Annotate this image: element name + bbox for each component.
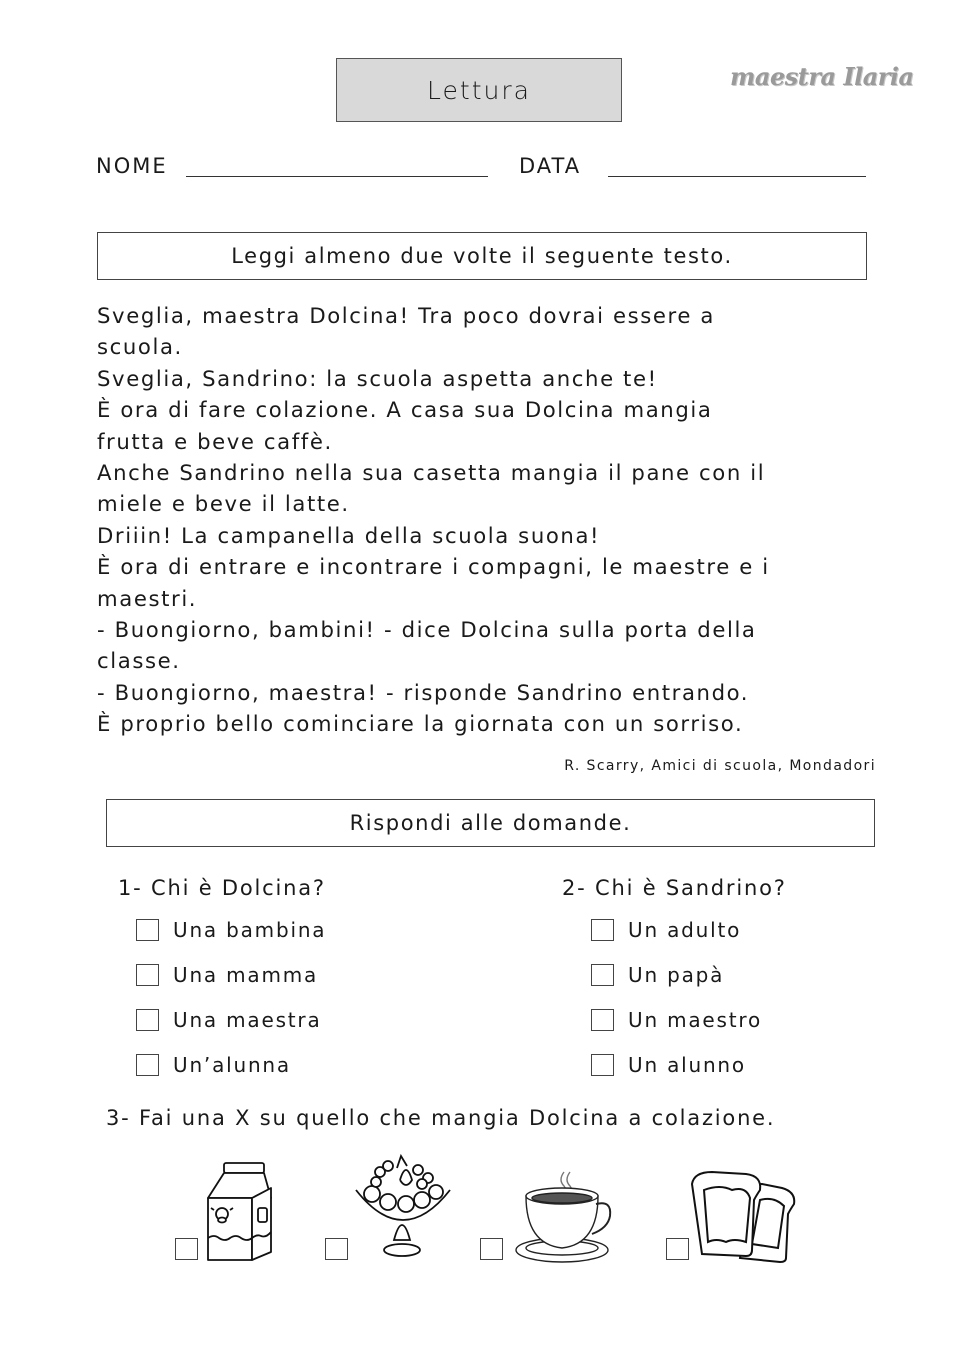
option-1c[interactable] <box>136 1007 326 1033</box>
fruit-bowl-icon <box>352 1150 454 1260</box>
option-label: Un maestro <box>628 1008 762 1032</box>
option-2d[interactable] <box>591 1052 762 1078</box>
option-1d[interactable] <box>136 1052 326 1078</box>
option-2a[interactable] <box>591 917 762 943</box>
brand-logo: maestra Ilaria <box>730 62 914 91</box>
question-2-options <box>591 917 762 1078</box>
question-3-title: 3- Fai una X su quello che mangia Dolcina a colazione. <box>106 1106 776 1130</box>
checkbox[interactable] <box>591 964 614 986</box>
option-label: Una mamma <box>173 963 319 987</box>
coffee-checkbox[interactable] <box>480 1238 503 1260</box>
checkbox[interactable] <box>136 964 159 986</box>
checkbox[interactable] <box>591 919 614 941</box>
checkbox[interactable] <box>591 1054 614 1076</box>
name-field[interactable] <box>186 176 488 177</box>
story-line: frutta e beve caffè. <box>97 428 333 454</box>
option-label: Una maestra <box>173 1008 322 1032</box>
story-line: Anche Sandrino nella sua casetta mangia il pane con il <box>97 460 766 486</box>
option-label: Un alunno <box>628 1053 746 1077</box>
reading-instruction-box <box>97 232 867 280</box>
story-line: classe. <box>97 648 181 674</box>
option-1b[interactable] <box>136 962 326 988</box>
milk-checkbox[interactable] <box>175 1238 198 1260</box>
question-1-title: 1- Chi è Dolcina? <box>118 876 326 900</box>
story-line: È ora di fare colazione. A casa sua Dolcina mangia <box>97 397 713 423</box>
story-line: È proprio bello cominciare la giornata con un sorriso. <box>97 711 744 737</box>
option-1a[interactable] <box>136 917 326 943</box>
coffee-cup-icon <box>512 1170 612 1265</box>
date-label: DATA <box>519 154 582 178</box>
toast-jam-icon <box>688 1170 798 1262</box>
checkbox[interactable] <box>136 1054 159 1076</box>
story-line: maestri. <box>97 585 198 611</box>
checkbox[interactable] <box>136 919 159 941</box>
option-label: Una bambina <box>173 918 327 942</box>
fruit-checkbox[interactable] <box>325 1238 348 1260</box>
toast-checkbox[interactable] <box>666 1238 689 1260</box>
option-label: Un papà <box>628 963 725 987</box>
story-line: Sveglia, Sandrino: la scuola aspetta anche te! <box>97 365 658 391</box>
question-2-title: 2- Chi è Sandrino? <box>562 876 787 900</box>
option-label: Un’alunna <box>173 1053 291 1077</box>
reading-instruction: Leggi almeno due volte il seguente testo. <box>231 244 733 268</box>
story-line: - Buongiorno, bambini! - dice Dolcina sulla porta della <box>97 617 757 643</box>
story-line: - Buongiorno, maestra! - risponde Sandrino entrando. <box>97 679 750 705</box>
worksheet-title <box>336 58 622 122</box>
option-label: Un adulto <box>628 918 742 942</box>
questions-instruction: Rispondi alle domande. <box>349 811 632 835</box>
worksheet-title-text: Lettura <box>427 75 531 105</box>
option-2c[interactable] <box>591 1007 762 1033</box>
story-line: scuola. <box>97 334 183 360</box>
story-line: È ora di entrare e incontrare i compagni, le maestre e i <box>97 554 770 580</box>
name-label: NOME <box>96 154 168 178</box>
story-line: Sveglia, maestra Dolcina! Tra poco dovrai essere a <box>97 303 715 328</box>
story-text <box>97 300 887 740</box>
milk-carton-icon <box>204 1160 274 1262</box>
option-2b[interactable] <box>591 962 762 988</box>
question-1-options <box>136 917 326 1078</box>
story-line: miele e beve il latte. <box>97 491 350 517</box>
story-credit: R. Scarry, Amici di scuola, Mondadori <box>564 758 876 774</box>
checkbox[interactable] <box>136 1009 159 1031</box>
questions-instruction-box <box>106 799 875 847</box>
story-line: Driiin! La campanella della scuola suona! <box>97 522 601 548</box>
date-field[interactable] <box>608 176 866 177</box>
checkbox[interactable] <box>591 1009 614 1031</box>
